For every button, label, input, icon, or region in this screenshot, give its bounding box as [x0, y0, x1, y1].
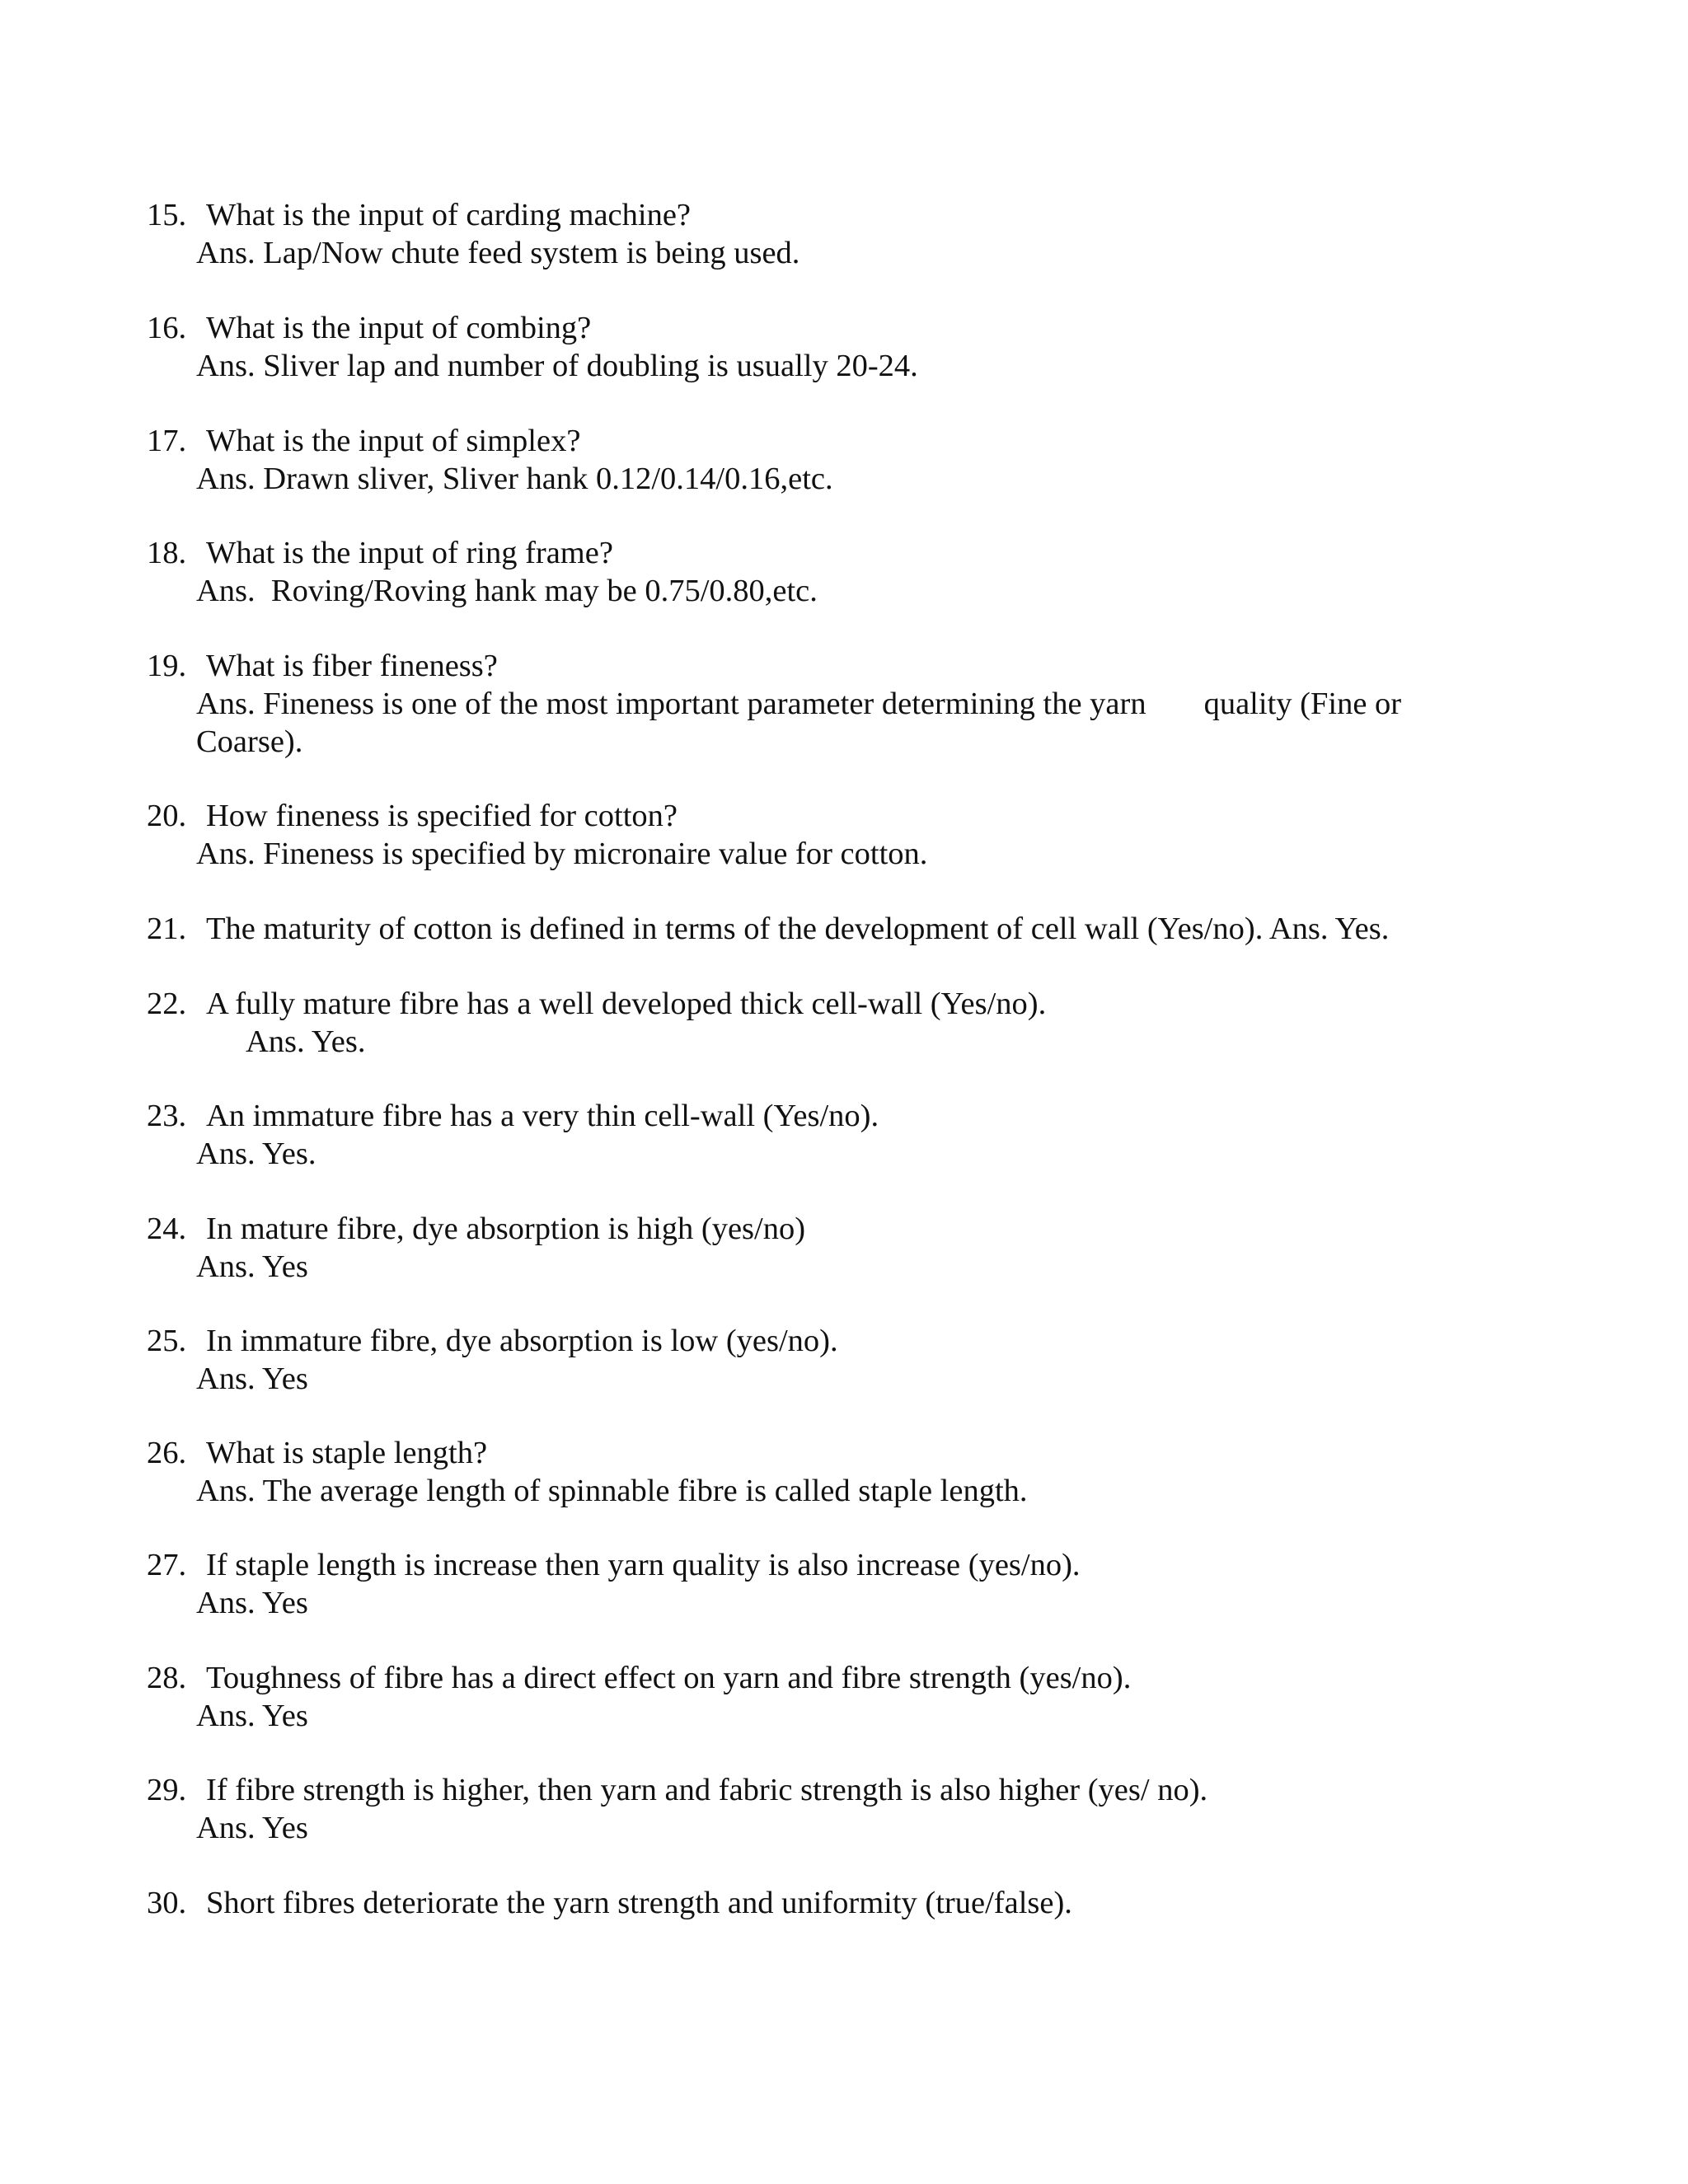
question-number: 16. — [147, 311, 187, 345]
question-text: Short fibres deteriorate the yarn strength and uniformity (true/false). — [206, 1886, 1072, 1920]
question-text: An immature fibre has a very thin cell-wall (Yes/no). — [206, 1099, 879, 1133]
question-text: The maturity of cotton is defined in terms of the development of cell wall (Yes/no). Ans. Yes. — [206, 912, 1390, 946]
question-item-18 — [147, 534, 1548, 610]
question-item-20 — [147, 797, 1548, 873]
answer-text: Ans. Yes — [196, 1361, 308, 1396]
question-item-30 — [147, 1884, 1548, 1922]
question-item-19 — [147, 647, 1548, 761]
question-number: 20. — [147, 799, 187, 833]
question-item-24 — [147, 1210, 1548, 1286]
question-item-15 — [147, 196, 1548, 272]
question-item-28 — [147, 1659, 1548, 1735]
question-text: What is fiber fineness? — [206, 649, 498, 683]
question-number: 22. — [147, 987, 187, 1021]
question-text: What is the input of ring frame? — [206, 536, 613, 570]
answer-text: Ans. Sliver lap and number of doubling is usually 20-24. — [196, 349, 918, 383]
answer-text: Ans. Yes — [196, 1586, 308, 1620]
answer-text: Ans. Yes — [196, 1811, 308, 1845]
answer-text: Ans. Yes. — [246, 1024, 366, 1059]
question-text: What is the input of carding machine? — [206, 198, 691, 232]
answer-text-continuation: Coarse). — [196, 724, 303, 759]
answer-text-part: Ans. Fineness is one of the most important parameter determining the yarn — [196, 687, 1146, 721]
question-item-26 — [147, 1434, 1548, 1510]
answer-text: Ans. Lap/Now chute feed system is being used. — [196, 236, 800, 270]
question-item-17 — [147, 422, 1548, 498]
question-number: 19. — [147, 649, 187, 683]
answer-text: Ans. Drawn sliver, Sliver hank 0.12/0.14/0.16,etc. — [196, 462, 833, 496]
answer-text: Ans. Yes — [196, 1249, 308, 1284]
answer-text: Ans. Roving/Roving hank may be 0.75/0.80,etc. — [196, 574, 818, 608]
question-number: 25. — [147, 1324, 187, 1358]
question-item-22 — [147, 985, 1548, 1061]
question-number: 23. — [147, 1099, 187, 1133]
question-text: If fibre strength is higher, then yarn and fabric strength is also higher (yes/ no). — [206, 1773, 1208, 1807]
answer-text-part: quality (Fine or — [1203, 687, 1402, 721]
question-number: 28. — [147, 1661, 187, 1695]
question-number: 15. — [147, 198, 187, 232]
answer-text: Ans. Yes — [196, 1699, 308, 1733]
question-number: 21. — [147, 912, 187, 946]
question-number: 18. — [147, 536, 187, 570]
answer-text: Ans. The average length of spinnable fibre is called staple length. — [196, 1474, 1028, 1508]
question-item-29 — [147, 1771, 1548, 1847]
answer-text: Ans. Fineness is specified by micronaire value for cotton. — [196, 837, 928, 871]
question-text: Toughness of fibre has a direct effect on yarn and fibre strength (yes/no). — [206, 1661, 1132, 1695]
question-text: What is staple length? — [206, 1436, 488, 1470]
question-number: 26. — [147, 1436, 187, 1470]
question-number: 24. — [147, 1212, 187, 1246]
answer-text — [196, 685, 1548, 723]
question-number: 27. — [147, 1548, 187, 1582]
question-item-27 — [147, 1546, 1548, 1622]
question-number: 30. — [147, 1886, 187, 1920]
question-item-16 — [147, 309, 1548, 385]
question-text: If staple length is increase then yarn quality is also increase (yes/no). — [206, 1548, 1081, 1582]
question-text: In mature fibre, dye absorption is high (yes/no) — [206, 1212, 806, 1246]
question-text: A fully mature fibre has a well developed thick cell-wall (Yes/no). — [206, 987, 1047, 1021]
question-text: In immature fibre, dye absorption is low (yes/no). — [206, 1324, 838, 1358]
question-text: What is the input of combing? — [206, 311, 592, 345]
question-item-23 — [147, 1097, 1548, 1173]
question-item-21 — [147, 910, 1548, 948]
question-text: What is the input of simplex? — [206, 424, 581, 458]
answer-text: Ans. Yes. — [196, 1137, 316, 1171]
question-item-25 — [147, 1322, 1548, 1398]
question-number: 17. — [147, 424, 187, 458]
question-number: 29. — [147, 1773, 187, 1807]
question-text: How fineness is specified for cotton? — [206, 799, 678, 833]
